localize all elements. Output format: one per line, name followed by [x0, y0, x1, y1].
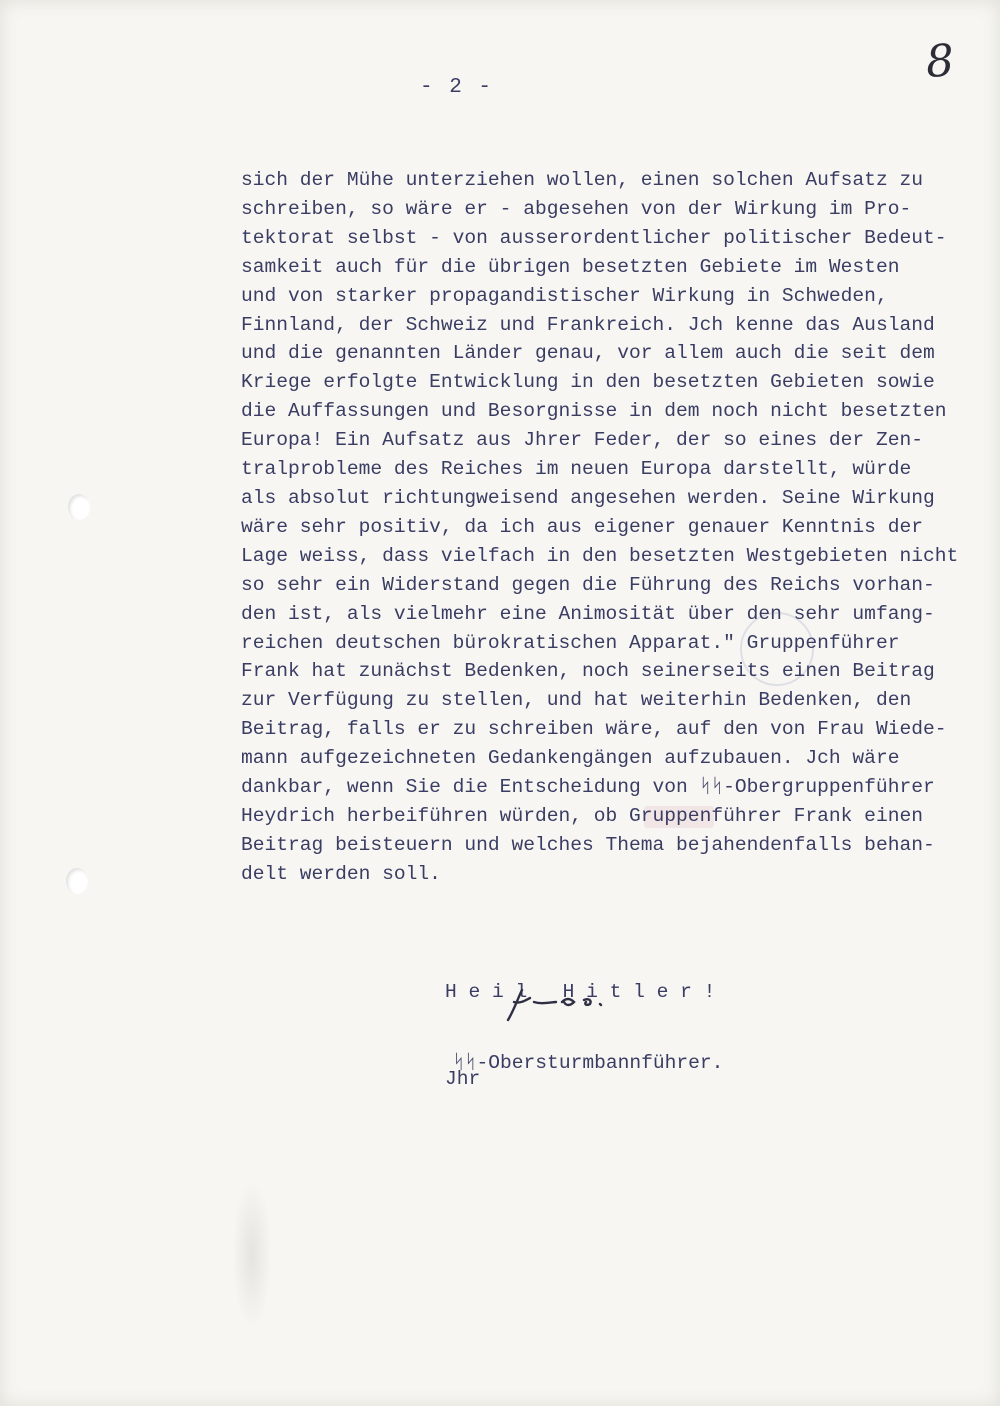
body-line: und die genannten Länder genau, vor allem auch die seit dem — [241, 342, 935, 365]
body-line: als absolut richtungweisend angesehen werden. Seine Wirkung — [241, 486, 935, 509]
body-line: Lage weiss, dass vielfach in den besetzten Westgebieten nicht — [241, 544, 959, 567]
body-line: mann aufgezeichneten Gedankengängen aufzubauen. Jch wäre — [241, 747, 900, 770]
body-line: den ist, als vielmehr eine Animosität über den sehr umfang- — [241, 602, 935, 625]
body-line: Kriege erfolgte Entwicklung in den besetzten Gebieten sowie — [241, 371, 935, 394]
body-line: Beitrag beisteuern und welches Thema bejahendenfalls behan- — [241, 833, 935, 856]
punch-hole-top — [68, 494, 90, 520]
body-line: reichen deutschen bürokratischen Apparat." Gruppenführer — [241, 631, 900, 654]
body-line: schreiben, so wäre er - abgesehen von der Wirkung im Pro- — [241, 197, 912, 220]
page-number: - 2 - — [420, 76, 494, 99]
body-line: delt werden soll. — [241, 862, 441, 885]
closing-pronoun: Jhr — [445, 1068, 481, 1090]
paper-smudge — [232, 1180, 272, 1330]
body-line: zur Verfügung zu stellen, und hat weiterhin Bedenken, den — [241, 689, 912, 712]
body-line: Finnland, der Schweiz und Frankreich. Jch kenne das Ausland — [241, 313, 935, 336]
body-line: Heydrich herbeiführen würden, ob Gruppenführer Frank einen — [241, 804, 923, 827]
closing-greeting: H e i l H i t l e r ! — [445, 981, 716, 1003]
body-line: wäre sehr positiv, da ich aus eigener genauer Kenntnis der — [241, 515, 923, 538]
body-line: Europa! Ein Aufsatz aus Jhrer Feder, der so eines der Zen- — [241, 429, 923, 452]
body-line: samkeit auch für die übrigen besetzten Gebiete im Westen — [241, 255, 900, 278]
letter-body — [241, 166, 1000, 889]
body-line: tektorat selbst - von ausserordentlicher politischer Bedeut- — [241, 226, 947, 249]
signatory-rank: ᛋᛋ-Obersturmbannführer. — [453, 1052, 724, 1074]
body-line: und von starker propagandistischer Wirkung in Schweden, — [241, 284, 888, 307]
body-line: dankbar, wenn Sie die Entscheidung von ᛋᛋ-Obergruppenführer — [241, 776, 935, 799]
body-line: so sehr ein Widerstand gegen die Führung des Reichs vorhan- — [241, 573, 935, 596]
handwritten-signature — [500, 980, 660, 1030]
body-line: die Auffassungen und Besorgnisse in dem noch nicht besetzten — [241, 400, 947, 423]
punch-hole-bottom — [66, 868, 88, 894]
body-line: Frank hat zunächst Bedenken, noch seinerseits einen Beitrag — [241, 660, 935, 683]
handwritten-folio-number: 8 — [924, 35, 956, 88]
body-line: Beitrag, falls er zu schreiben wäre, auf den von Frau Wiede- — [241, 718, 947, 741]
closing-block — [445, 920, 715, 1152]
body-line: tralprobleme des Reiches im neuen Europa darstellt, würde — [241, 458, 912, 481]
body-line: sich der Mühe unterziehen wollen, einen solchen Aufsatz zu — [241, 169, 923, 191]
